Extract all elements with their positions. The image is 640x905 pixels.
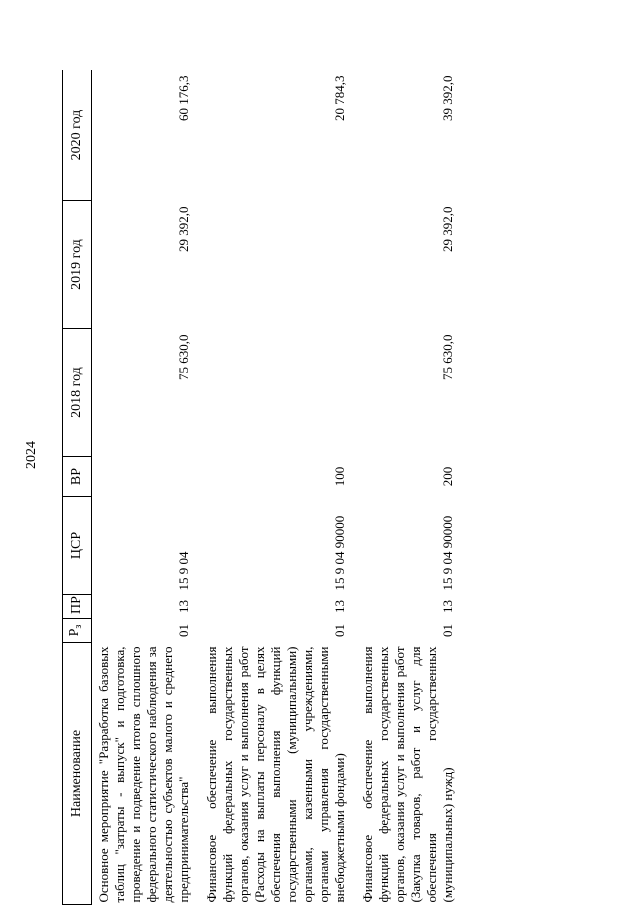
row-rz: 01: [440, 624, 455, 637]
row-2019: 29 392,0: [176, 206, 191, 252]
row-csr: 15 9 04 90000: [440, 515, 455, 591]
header-2019: 2019 год: [63, 201, 92, 329]
row-2018: 75 630,0: [440, 334, 455, 380]
header-2020: 2020 год: [63, 70, 92, 201]
row-vr: 200: [440, 466, 455, 487]
row-rz: 01: [332, 624, 347, 637]
row-name: Основное мероприятие "Разработка базовых таблиц "затраты - выпуск" и подготовка, проведение и подведение итогов сплошного федерального статистического наблюдения за деятельностью субъектов малого и среднего предпринимательства": [96, 646, 191, 903]
document-sheet: [62, 70, 597, 905]
table-header-row: [63, 70, 92, 905]
row-vr: [92, 457, 201, 497]
row-name: Финансовое обеспечение выполнения функций федеральных государственных органов, оказания услуг и выполнения работ (Закупка товаров, работ и услуг для обеспечения государственных (муниципальных) нужд): [360, 646, 455, 903]
row-2020: 60 176,3: [176, 75, 191, 121]
budget-table: [62, 70, 464, 905]
row-csr: 15 9 04 90000: [332, 515, 347, 591]
row-2018: 75 630,0: [176, 334, 191, 380]
row-2020: 39 392,0: [440, 75, 455, 121]
row-2018: [200, 329, 356, 457]
row-2020: 20 784,3: [332, 75, 347, 121]
header-csr: ЦСР: [63, 497, 92, 595]
row-2019: 29 392,0: [440, 206, 455, 252]
row-2019: [200, 201, 356, 329]
table-row: [200, 70, 356, 905]
row-rz: 01: [176, 624, 191, 637]
row-name: Финансовое обеспечение выполнения функций федеральных государственных органов, оказания услуг и выполнения работ (Расходы на выплаты персоналу в целях обеспечения выполнения функций государственными (муниципальными) органами, казенными учреждениями, органами управления государственными внебюджетными фондами): [204, 646, 347, 903]
row-pr: 13: [176, 600, 191, 613]
row-pr: 13: [440, 600, 455, 613]
page-number: 2024: [24, 441, 39, 469]
header-rz: $Р_з$: [63, 619, 92, 643]
row-csr: 15 9 04: [176, 551, 191, 591]
header-2018: 2018 год: [63, 329, 92, 457]
table-row: [356, 70, 464, 905]
rotated-content: [62, 70, 597, 905]
row-pr: 13: [332, 600, 347, 613]
header-name: Наименование: [63, 643, 92, 905]
header-pr: ПР: [63, 595, 92, 619]
table-row: [92, 70, 201, 905]
row-vr: 100: [332, 466, 347, 487]
header-vr: ВР: [63, 457, 92, 497]
